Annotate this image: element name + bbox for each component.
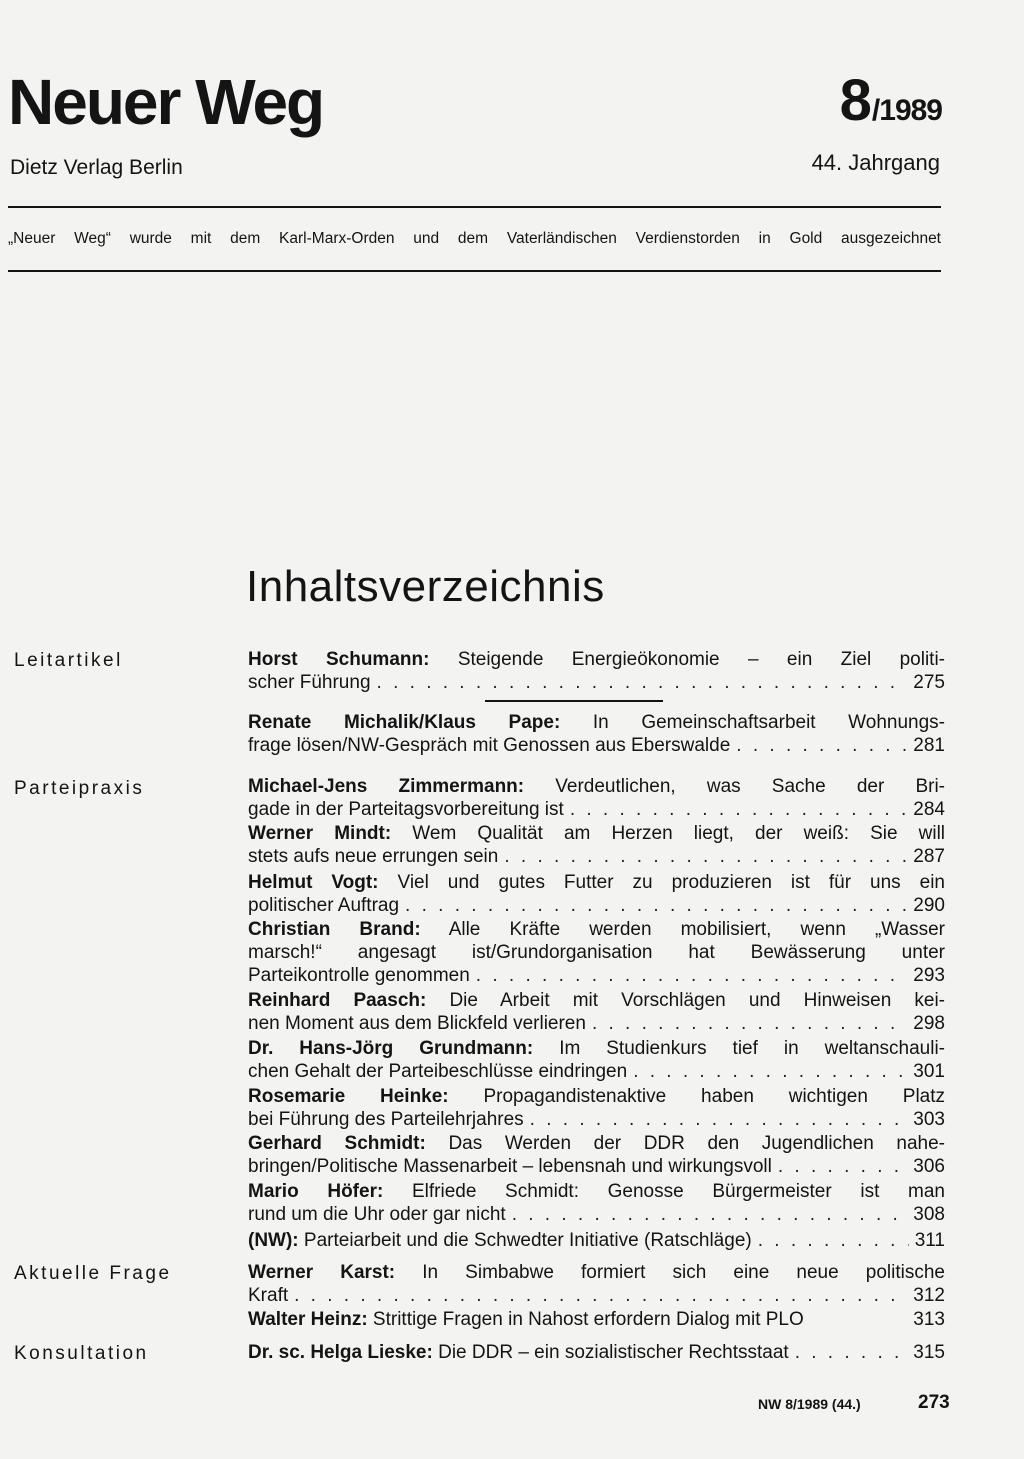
entry-title-line: Steigende Energieökonomie – ein Ziel politi- [457,649,946,670]
entry-author: Renate Michalik/Klaus Pape: [248,712,561,733]
toc-entry[interactable] [248,918,945,987]
toc-entry[interactable] [248,1037,945,1083]
section-label-aktuelle-frage: Aktuelle Frage [14,1263,172,1284]
entry-author: Christian Brand: [248,919,421,940]
leader-dots [633,1060,907,1083]
issue-number [839,68,942,133]
entry-author: Walter Heinz: [248,1309,368,1330]
entry-title-line: Elfriede Schmidt: Genosse Bürgermeister ist man [411,1181,945,1202]
toc-entry[interactable] [248,775,945,821]
toc-entry[interactable] [248,1341,945,1364]
section-separator [485,700,663,702]
toc-entry[interactable] [248,1229,945,1252]
leader-dots [736,734,907,757]
entry-page: 313 [913,1309,945,1330]
leader-dots [592,1012,907,1035]
entry-title-line: Alle Kräfte werden mobilisiert, wenn „Wasser [448,919,945,940]
entry-title-line: Die Arbeit mit Vorschlägen und Hinweisen kei- [449,990,946,1011]
entry-title-line: In Gemeinschaftsarbeit Wohnungs- [592,712,945,733]
entry-title-end: Parteiarbeit und die Schwedter Initiative (Ratschläge) [303,1230,752,1251]
entry-title-end: bei Führung des Parteilehrjahres [248,1109,524,1130]
entry-author: Michael-Jens Zimmermann: [248,776,525,797]
entry-page: 275 [913,672,945,693]
leader-dots [476,964,908,987]
entry-title-end: politischer Auftrag [248,895,400,916]
entry-page: 315 [913,1342,945,1363]
footer-issue-ref: NW 8/1989 (44.) [758,1396,861,1412]
leader-dots [377,671,908,694]
entry-title-end: frage lösen/NW-Gespräch mit Genossen aus Eberswalde [248,735,731,756]
issue-num: 8 [839,68,872,133]
toc-entry[interactable] [248,1085,945,1131]
entry-title-end: rund um die Uhr oder gar nicht [248,1204,506,1225]
leader-dots [504,845,907,868]
entry-author: (NW): [248,1230,299,1251]
entry-title-end: Die DDR – ein sozialistischer Rechtsstaat [438,1342,789,1363]
entry-page: 306 [913,1156,945,1177]
leader-dots [512,1203,908,1226]
toc-title: Inhaltsverzeichnis [246,562,605,611]
entry-title-line: Im Studienkurs tief in weltanschauli- [559,1038,945,1059]
divider-top [8,206,941,208]
entry-title-end: Kraft [248,1285,289,1306]
entry-title-end: bringen/Politische Massenarbeit – lebensnah und wirkungsvoll [248,1156,772,1177]
toc-entry[interactable] [248,1132,945,1178]
footer-page-number: 273 [918,1392,950,1413]
toc-entry[interactable] [248,711,945,757]
entry-author: Dr. sc. Helga Lieske: [248,1342,433,1363]
toc-entry[interactable] [248,648,945,694]
leader-dots [530,1108,908,1131]
entry-title-end: Parteikontrolle genommen [248,965,470,986]
entry-title-line: Verdeutlichen, was Sache der Bri- [555,776,945,797]
toc-entry[interactable] [248,1180,945,1226]
entry-page: 298 [913,1013,945,1034]
entry-author: Gerhard Schmidt: [248,1133,426,1154]
publisher: Dietz Verlag Berlin [10,156,183,179]
entry-title-line: In Simbabwe formiert sich eine neue politische [422,1262,945,1283]
entry-page: 301 [913,1061,945,1082]
leader-dots [405,894,907,917]
entry-page: 312 [913,1285,945,1306]
entry-title-end: nen Moment aus dem Blickfeld verlieren [248,1013,586,1034]
entry-page: 311 [914,1230,945,1251]
leader-dots [758,1229,909,1252]
entry-title-end: gade in der Parteitagsvorbereitung ist [248,799,564,820]
toc-entry[interactable] [248,1308,945,1331]
entry-author: Rosemarie Heinke: [248,1086,449,1107]
leader-dots [294,1284,907,1307]
entry-author: Werner Karst: [248,1262,396,1283]
entry-author: Helmut Vogt: [248,872,379,893]
leader-dots [778,1155,907,1178]
section-label-parteipraxis: Parteipraxis [14,778,145,799]
entry-title-line: marsch!“ angesagt ist/Grundorganisation hat Bewässerung unter [248,942,945,963]
section-label-konsultation: Konsultation [14,1343,149,1364]
entry-title-end: chen Gehalt der Parteibeschlüsse eindringen [248,1061,628,1082]
entry-page: 290 [913,895,945,916]
entry-title-line: Das Werden der DDR den Jugendlichen nahe- [448,1133,945,1154]
entry-page: 303 [913,1109,945,1130]
entry-title-line: Wem Qualität am Herzen liegt, der weiß: Sie will [412,823,946,844]
entry-title-line: Viel und gutes Futter zu produzieren ist für uns ein [397,872,945,893]
issue-year: /1989 [871,94,942,127]
entry-author: Reinhard Paasch: [248,990,427,1011]
entry-author: Mario Höfer: [248,1181,384,1202]
entry-page: 293 [913,965,945,986]
entry-page: 281 [913,735,945,756]
toc-entry[interactable] [248,1261,945,1307]
toc-entry[interactable] [248,989,945,1035]
entry-page: 284 [913,799,945,820]
section-label-leitartikel: Leitartikel [14,650,123,671]
entry-title-end: Strittige Fragen in Nahost erfordern Dialog mit PLO [372,1309,804,1330]
entry-author: Werner Mindt: [248,823,392,844]
toc-entry[interactable] [248,871,945,917]
entry-author: Horst Schumann: [248,649,430,670]
volume: 44. Jahrgang [811,150,940,175]
divider-bottom [8,270,941,272]
toc-entry[interactable] [248,822,945,868]
award-line: „Neuer Weg“ wurde mit dem Karl-Marx-Orden und dem Vaterländischen Verdienstorden in Gold ausgezeichnet [8,230,941,247]
entry-title-line: Propagandistenaktive haben wichtigen Platz [483,1086,946,1107]
entry-page: 308 [913,1204,945,1225]
masthead-title: Neuer Weg [8,66,324,138]
entry-page: 287 [913,846,945,867]
leader-dots [570,798,907,821]
entry-title-end: stets aufs neue errungen sein [248,846,499,867]
entry-author: Dr. Hans-Jörg Grundmann: [248,1038,534,1059]
leader-dots [795,1341,908,1364]
entry-title-end: scher Führung [248,672,371,693]
